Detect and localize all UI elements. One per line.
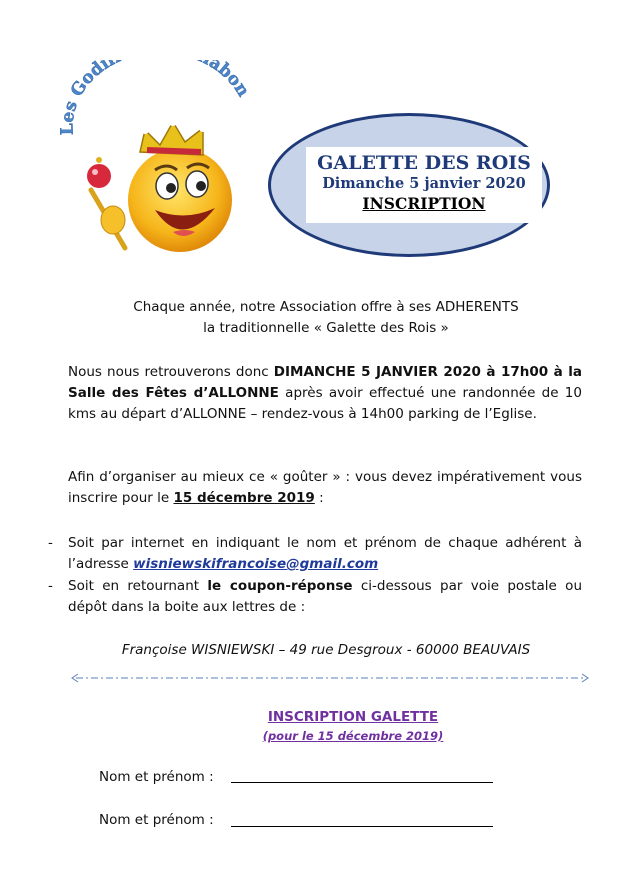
bullet-internet-text bbox=[68, 533, 582, 575]
bullet-1-text: Soit par internet en indiquant le nom et prénom de chaque adhérent à l’adresse bbox=[68, 535, 582, 572]
name-field-label-1: Nom et prénom : bbox=[99, 769, 214, 785]
list-item bbox=[48, 533, 582, 575]
intro-text bbox=[0, 297, 637, 339]
name-field-line-1[interactable] bbox=[231, 781, 493, 783]
email-link[interactable]: wisniewskifrancoise@gmail.com bbox=[133, 556, 379, 572]
event-subtitle: INSCRIPTION bbox=[362, 194, 486, 213]
header-title-box bbox=[306, 147, 542, 223]
para2-text-1: Afin d’organiser au mieux ce « goûter » : vous devez impérativement vous inscrire pour le bbox=[68, 469, 582, 506]
para1-bold: DIMANCHE 5 JANVIER 2020 à 17h00 à la Salle des Fêtes d’ALLONNE bbox=[68, 364, 582, 401]
cut-line-divider bbox=[70, 670, 590, 684]
bullet-post-text bbox=[68, 576, 582, 618]
deadline-date: 15 décembre 2019 bbox=[173, 490, 315, 506]
bullet-dash: - bbox=[48, 535, 53, 551]
event-details-paragraph bbox=[68, 362, 582, 425]
club-logo bbox=[55, 60, 255, 260]
coupon-reference: le coupon-réponse bbox=[207, 578, 353, 594]
para1-text-1: Nous nous retrouverons donc bbox=[68, 364, 274, 380]
bullet-2-text-2: ci-dessous par voie postale ou dépôt dans la boite aux lettres de : bbox=[68, 578, 582, 615]
coupon-subtitle: (pour le 15 décembre 2019) bbox=[262, 729, 444, 743]
bullet-dash: - bbox=[48, 578, 53, 594]
event-date: Dimanche 5 janvier 2020 bbox=[322, 175, 526, 192]
name-field-label-2: Nom et prénom : bbox=[99, 812, 214, 828]
postal-address: Françoise WISNIEWSKI – 49 rue Desgroux - 60000 BEAUVAIS bbox=[121, 642, 531, 658]
logo-arc-text: Les Godil abon bbox=[57, 60, 254, 136]
para2-text-2: : bbox=[314, 490, 324, 506]
intro-line-1: Chaque année, notre Association offre à ses ADHERENTS bbox=[133, 299, 519, 315]
registration-options-list bbox=[48, 533, 582, 619]
event-title: GALETTE DES ROIS bbox=[317, 152, 531, 174]
list-item bbox=[48, 576, 582, 618]
bullet-2-text-1: Soit en retournant bbox=[68, 578, 208, 594]
name-field-line-2[interactable] bbox=[231, 825, 493, 827]
scepter-icon bbox=[87, 157, 125, 248]
coupon-title: INSCRIPTION GALETTE bbox=[267, 709, 439, 725]
intro-line-2: la traditionnelle « Galette des Rois » bbox=[203, 320, 449, 336]
king-emoji-icon bbox=[101, 118, 232, 252]
registration-deadline-paragraph bbox=[68, 467, 582, 509]
para1-text-2: après avoir effectué une randonnée de 10 kms au départ d’ALLONNE – rendez-vous à 14h00 parking de l’Eglise. bbox=[68, 385, 582, 422]
